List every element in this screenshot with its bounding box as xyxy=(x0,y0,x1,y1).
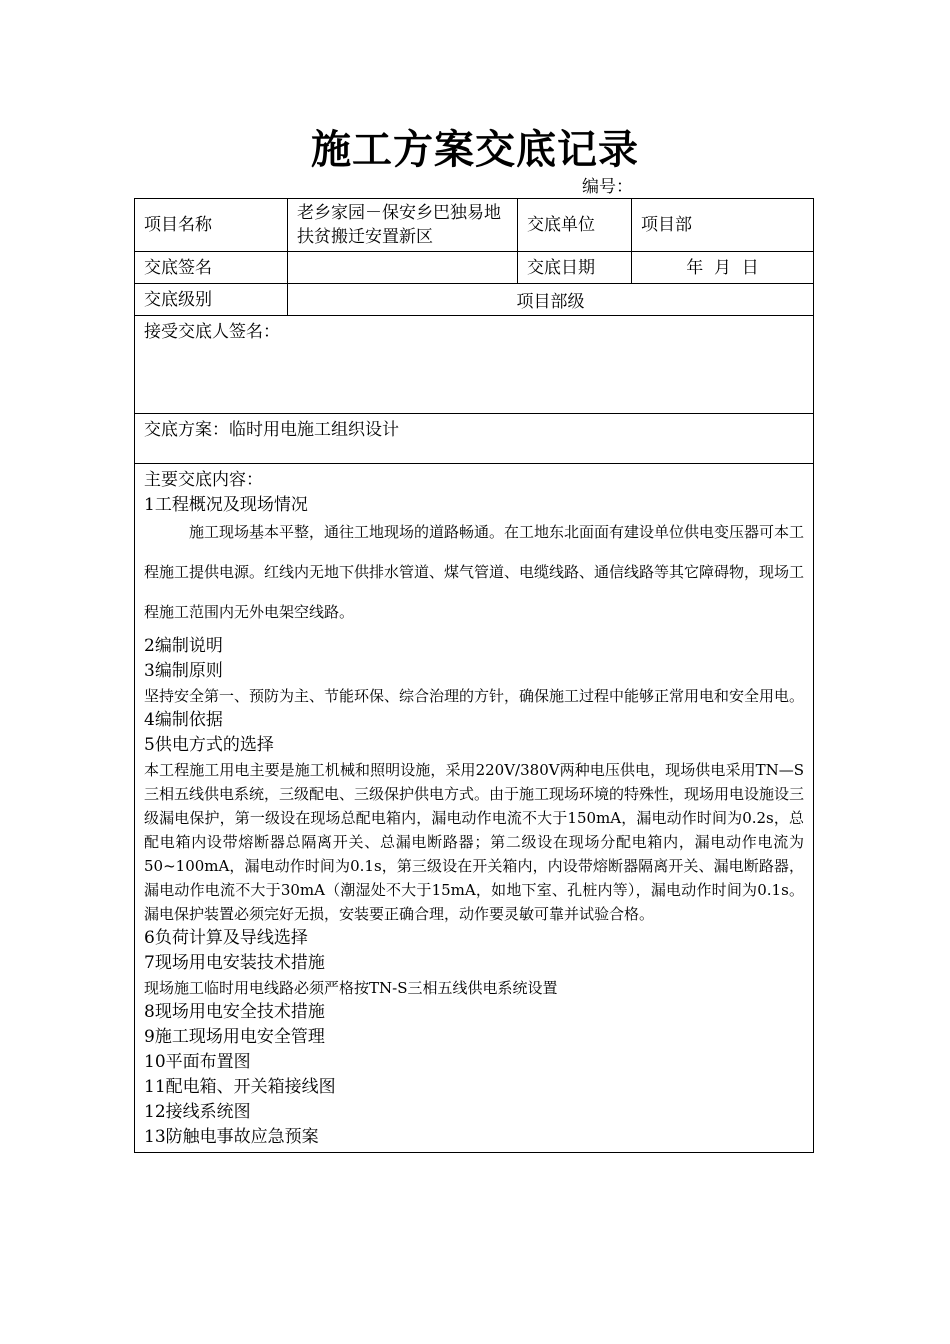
disclosure-plan: 交底方案：临时用电施工组织设计 xyxy=(144,420,399,440)
section-12-title: 12接线系统图 xyxy=(144,1102,251,1122)
serial-number-label: 编号： xyxy=(582,177,633,197)
disclosure-unit-value: 项目部 xyxy=(641,215,692,235)
section-5-text: 本工程施工用电主要是施工机械和照明设施，采用220V/380V两种电压供电，现场供电采用TN—S三相五线供电系统，三级配电、三级保护供电方式。由于施工现场环境的特殊性，现场用电设施设三级漏电保护，第一级设在现场总配电箱内，漏电动作电流不大于150mA，漏电动作时间为0.2s，总配电箱内设带熔断器总隔离开关、总漏电断路器；第二级设在现场分配电箱内，漏电动作电流为50~100mA，漏电动作时间为0.1s，第三级设在开关箱内，内设带熔断器隔离开关、漏电断路器，漏电动作电流不大于30mA（潮湿处不大于15mA，如地下室、孔桩内等），漏电动作时间为0.1s。漏电保护装置必须完好无损，安装要正确合理，动作要灵敏可靠并试验合格。 xyxy=(144,761,805,923)
section-8-title: 8现场用电安全技术措施 xyxy=(144,1002,325,1022)
section-3-text: 坚持安全第一、预防为主、节能环保、综合治理的方针，确保施工过程中能够正常用电和安全用电。 xyxy=(144,687,805,705)
row-signature-date xyxy=(135,252,813,284)
section-3-title: 3编制原则 xyxy=(144,661,223,681)
receiver-signature-label: 接受交底人签名： xyxy=(144,322,280,342)
row-level xyxy=(135,284,813,316)
section-7-title: 7现场用电安装技术措施 xyxy=(144,953,325,973)
row-plan xyxy=(135,414,813,464)
section-7-text: 现场施工临时用电线路必须严格按TN-S三相五线供电系统设置 xyxy=(144,979,558,997)
project-name-label: 项目名称 xyxy=(135,199,288,251)
section-6-title: 6负荷计算及导线选择 xyxy=(144,928,308,948)
section-13-title: 13防触电事故应急预案 xyxy=(144,1127,319,1147)
section-1-text: 施工现场基本平整，通往工地现场的道路畅通。在工地东北面面有建设单位供电变压器可本工程施工提供电源。红线内无地下供排水管道、煤气管道、电缆线路、通信线路等其它障碍物，现场工程施工范围内无外电架空线路。 xyxy=(144,523,805,621)
disclosure-date-value: 年 月 日 xyxy=(686,257,759,278)
main-content xyxy=(135,464,813,1152)
project-name-value: 老乡家园－保安乡巴独易地扶贫搬迁安置新区 xyxy=(288,199,518,251)
section-4-title: 4编制依据 xyxy=(144,710,223,730)
content-heading: 主要交底内容： xyxy=(144,470,263,490)
disclosure-level-value: 项目部级 xyxy=(516,291,585,312)
section-2-title: 2编制说明 xyxy=(144,636,223,656)
section-11-title: 11配电箱、开关箱接线图 xyxy=(144,1077,336,1097)
disclosure-unit-label: 交底单位 xyxy=(518,199,632,251)
section-10-title: 10平面布置图 xyxy=(144,1052,251,1072)
disclosure-signature-label: 交底签名 xyxy=(135,252,288,283)
disclosure-date-label: 交底日期 xyxy=(518,252,632,283)
row-main-content xyxy=(135,464,813,1152)
record-table xyxy=(134,198,814,1153)
section-5-title: 5供电方式的选择 xyxy=(144,735,274,755)
document-title: 施工方案交底记录 xyxy=(311,126,639,173)
row-receiver-signature xyxy=(135,316,813,414)
disclosure-level-label: 交底级别 xyxy=(135,284,288,315)
disclosure-signature-field xyxy=(288,252,518,283)
section-9-title: 9施工现场用电安全管理 xyxy=(144,1027,325,1047)
section-1-title: 1工程概况及现场情况 xyxy=(144,495,308,515)
row-project-name xyxy=(135,199,813,252)
